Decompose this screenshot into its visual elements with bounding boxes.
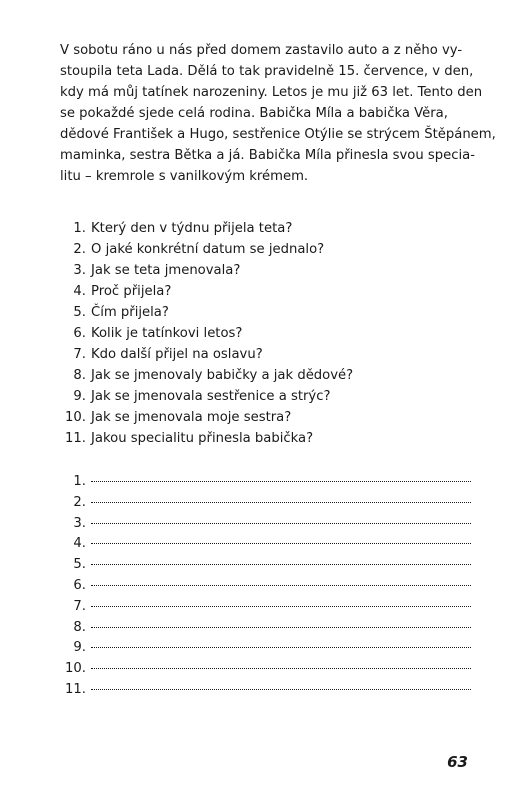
answer-dotted-line[interactable]: [91, 501, 471, 503]
answer-number: 3.: [73, 515, 86, 531]
answer-line[interactable]: [60, 555, 480, 576]
question-item: [60, 302, 480, 323]
answer-number: 5.: [73, 557, 86, 573]
answer-line[interactable]: [60, 472, 480, 493]
passage-line: se pokaždé sjede celá rodina. Babička Míla a babička Věra,: [60, 106, 448, 121]
answer-line[interactable]: [60, 638, 480, 659]
question-text: Který den v týdnu přijela teta?: [91, 221, 293, 236]
question-number: 7.: [73, 347, 86, 362]
question-item: [60, 365, 480, 386]
question-item: [60, 281, 480, 302]
reading-passage: [60, 40, 496, 187]
question-number: 4.: [73, 284, 86, 299]
answer-dotted-line[interactable]: [91, 584, 471, 586]
question-text: Jak se jmenovaly babičky a jak dědové?: [91, 368, 354, 383]
passage-line: dědové František a Hugo, sestřenice Otýlie se strýcem Štěpánem,: [60, 127, 496, 142]
answer-dotted-line[interactable]: [91, 688, 471, 690]
question-item: [60, 428, 480, 449]
question-text: Jak se jmenovala sestřenice a strýc?: [91, 389, 331, 404]
passage-line: stoupila teta Lada. Dělá to tak pravidelně 15. července, v den,: [60, 64, 474, 79]
answer-line[interactable]: [60, 534, 480, 555]
answer-line[interactable]: [60, 576, 480, 597]
answer-lines: [60, 472, 480, 701]
answer-dotted-line[interactable]: [91, 542, 471, 544]
question-number: 9.: [73, 389, 86, 404]
answer-line[interactable]: [60, 680, 480, 701]
answer-number: 4.: [73, 536, 86, 552]
answer-dotted-line[interactable]: [91, 522, 471, 524]
answer-number: 11.: [65, 681, 86, 697]
answer-line[interactable]: [60, 659, 480, 680]
answer-number: 1.: [73, 474, 86, 489]
passage-line: kdy má můj tatínek narozeniny. Letos je mu již 63 let. Tento den: [60, 85, 483, 100]
answer-dotted-line[interactable]: [91, 480, 471, 482]
answer-number: 2.: [73, 494, 86, 510]
question-text: Proč přijela?: [91, 284, 172, 299]
question-item: [60, 344, 480, 365]
question-number: 2.: [73, 242, 86, 257]
question-text: Kolik je tatínkovi letos?: [91, 326, 243, 341]
question-number: 1.: [73, 221, 86, 236]
question-item: [60, 239, 480, 260]
question-number: 5.: [73, 305, 86, 320]
question-text: Čím přijela?: [91, 305, 169, 320]
question-number: 11.: [65, 431, 86, 446]
question-number: 3.: [73, 263, 86, 278]
question-number: 6.: [73, 326, 86, 341]
question-item: [60, 218, 480, 239]
question-text: Kdo další přijel na oslavu?: [91, 347, 263, 362]
answer-dotted-line[interactable]: [91, 667, 471, 669]
question-text: Jak se teta jmenovala?: [91, 263, 241, 278]
answer-dotted-line[interactable]: [91, 646, 471, 648]
answer-dotted-line[interactable]: [91, 626, 471, 628]
answer-dotted-line[interactable]: [91, 563, 471, 565]
question-number: 10.: [65, 410, 86, 425]
answer-line[interactable]: [60, 597, 480, 618]
answer-line[interactable]: [60, 493, 480, 514]
answer-number: 6.: [73, 577, 86, 593]
question-text: Jak se jmenovala moje sestra?: [91, 410, 292, 425]
answer-line[interactable]: [60, 618, 480, 639]
answer-dotted-line[interactable]: [91, 605, 471, 607]
answer-number: 7.: [73, 598, 86, 614]
question-list: [60, 218, 480, 449]
answer-number: 8.: [73, 619, 86, 635]
question-number: 8.: [73, 368, 86, 383]
question-item: [60, 386, 480, 407]
question-item: [60, 323, 480, 344]
answer-number: 10.: [65, 661, 86, 677]
passage-line: maminka, sestra Bětka a já. Babička Míla přinesla svou specia-: [60, 148, 476, 163]
page-number: 63: [447, 753, 468, 771]
passage-line: V sobotu ráno u nás před domem zastavilo auto a z něho vy-: [60, 43, 463, 58]
question-text: Jakou specialitu přinesla babička?: [91, 431, 314, 446]
answer-line[interactable]: [60, 514, 480, 535]
question-item: [60, 260, 480, 281]
answer-number: 9.: [73, 640, 86, 656]
question-item: [60, 407, 480, 428]
question-text: O jaké konkrétní datum se jednalo?: [91, 242, 325, 257]
passage-line: litu – kremrole s vanilkovým krémem.: [60, 169, 309, 184]
